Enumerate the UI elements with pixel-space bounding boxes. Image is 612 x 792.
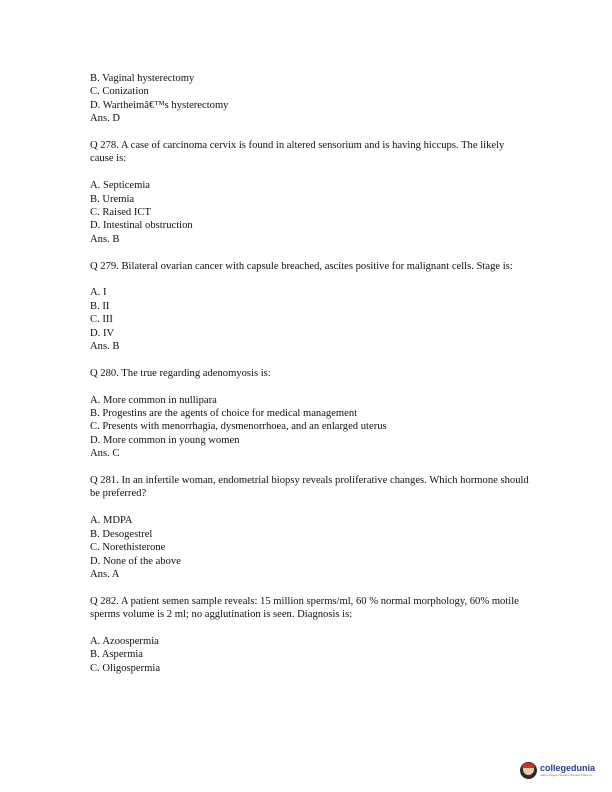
question-block-281 [90,474,560,581]
answer: Ans. B [90,341,120,353]
logo-tagline: India's largest Student Review Platform [540,772,593,777]
question-block-278 [90,139,560,246]
answer: Ans. B [90,233,120,245]
document-body [90,72,560,675]
question-block-282 [90,595,560,675]
option: A. I [90,287,107,299]
option: C. Raised ICT [90,207,151,219]
option: D. More common in young women [90,434,240,446]
question-text: Q 282. A patient semen sample reveals: 15 million sperms/ml, 60 % normal morphology, 60% motile sperms volume is 2 ml; no agglutination is seen. Diagnosis is: [90,595,519,621]
option: B. Desogestrel [90,528,153,540]
collegedunia-logo [520,758,602,782]
question-text: Q 279. Bilateral ovarian cancer with capsule breached, ascites positive for malignant cells. Stage is: [90,260,513,272]
option: C. Presents with menorrhagia, dysmenorrhoea, and an enlarged uterus [90,421,387,433]
question-block-279 [90,260,560,354]
option: D. None of the above [90,555,181,567]
option: C. Oligospermia [90,662,161,674]
option: D. Intestinal obstruction [90,220,193,232]
logo-name: collegedunia [540,762,596,773]
option: C. Conization [90,86,149,98]
answer: Ans. A [90,568,120,580]
option: D. IV [90,327,115,339]
answer: Ans. D [90,113,121,125]
option: B. Vaginal hysterectomy [90,73,195,84]
answer: Ans. C [90,448,120,460]
option: A. Septicemia [90,180,151,192]
option: C. Norethisterone [90,542,166,554]
option: B. Aspermia [90,649,143,661]
option: D. Wartheimâ€™s hysterectomy [90,99,229,111]
option: A. MDPA [90,515,133,527]
option: A. More common in nullipara [90,394,217,406]
logo-text [540,764,595,777]
option: C. III [90,314,113,326]
option: A. Azoospermia [90,635,159,647]
question-text: Q 280. The true regarding adenomyosis is: [90,367,271,379]
option: B. Uremia [90,193,135,205]
option: B. Progestins are the agents of choice for medical management [90,408,358,420]
question-block-280 [90,367,560,461]
option: B. II [90,300,110,312]
question-text: Q 281. In an infertile woman, endometrial biopsy reveals proliferative changes. Which hormone should be preferred? [90,475,529,500]
question-text: Q 278. A case of carcinoma cervix is found in altered sensorium and is having hiccups. The likely cause is: [90,140,505,165]
mascot-icon [520,762,537,779]
prev-question-block [90,72,560,126]
